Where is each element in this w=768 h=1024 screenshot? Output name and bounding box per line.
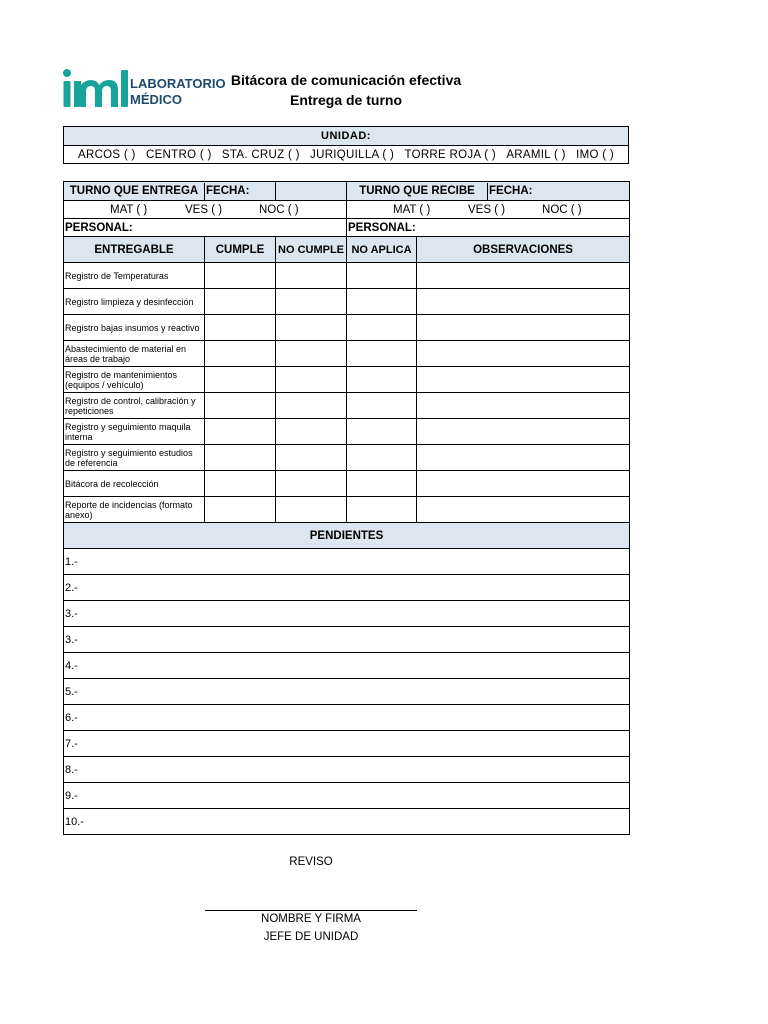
pending-row [64, 653, 630, 679]
unit-option[interactable]: ARAMIL ( ) [506, 148, 566, 161]
unit-option[interactable]: CENTRO ( ) [145, 148, 212, 161]
gives-header-cell [64, 182, 276, 201]
not-complies-cell[interactable] [276, 445, 347, 471]
shift-option[interactable]: MAT ( ) [393, 203, 431, 216]
gives-shift-options [64, 201, 347, 219]
observations-cell[interactable] [417, 471, 630, 497]
gives-date-label: FECHA: [206, 185, 250, 197]
not-applicable-cell[interactable] [347, 263, 417, 289]
complies-cell[interactable] [205, 445, 276, 471]
pending-row [64, 783, 630, 809]
unit-option[interactable]: JURIQUILLA ( ) [310, 148, 395, 161]
document-title [200, 70, 492, 110]
not-applicable-cell[interactable] [347, 471, 417, 497]
not-applicable-cell[interactable] [347, 497, 417, 523]
complies-cell[interactable] [205, 289, 276, 315]
observations-cell[interactable] [417, 289, 630, 315]
pending-row [64, 705, 630, 731]
shift-option[interactable]: MAT ( ) [110, 203, 148, 216]
not-applicable-cell[interactable] [347, 341, 417, 367]
deliverable-row [64, 263, 630, 289]
deliverable-row [64, 393, 630, 419]
observations-cell[interactable] [417, 341, 630, 367]
unit-table [63, 126, 629, 164]
deliverable-row [64, 471, 630, 497]
receives-date-label: FECHA: [489, 185, 533, 197]
receives-personnel: PERSONAL: [347, 219, 630, 237]
deliverable-label: Registro de mantenimientos (equipos / vehículo) [64, 367, 205, 393]
unit-options-cell [64, 146, 629, 164]
deliverable-row [64, 341, 630, 367]
deliverable-label: Registro bajas insumos y reactivo [64, 315, 205, 341]
deliverable-label: Abastecimiento de material en áreas de trabajo [64, 341, 205, 367]
pending-row [64, 575, 630, 601]
pending-item[interactable]: 7.- [64, 731, 630, 757]
not-complies-cell[interactable] [276, 497, 347, 523]
observations-cell[interactable] [417, 393, 630, 419]
not-complies-cell[interactable] [276, 341, 347, 367]
shift-option[interactable]: NOC ( ) [542, 203, 582, 216]
complies-cell[interactable] [205, 367, 276, 393]
deliverable-label: Bitácora de recolección [64, 471, 205, 497]
observations-cell[interactable] [417, 497, 630, 523]
receives-shift-options [347, 201, 630, 219]
deliverable-row [64, 367, 630, 393]
pending-header: PENDIENTES [64, 523, 630, 549]
signature-line[interactable] [205, 910, 417, 911]
complies-cell[interactable] [205, 393, 276, 419]
pending-item[interactable]: 1.- [64, 549, 630, 575]
complies-cell[interactable] [205, 471, 276, 497]
not-applicable-cell[interactable] [347, 445, 417, 471]
shift-option[interactable]: VES ( ) [468, 203, 506, 216]
not-applicable-cell[interactable] [347, 419, 417, 445]
shift-option[interactable]: VES ( ) [185, 203, 223, 216]
logo [62, 68, 226, 112]
not-applicable-cell[interactable] [347, 315, 417, 341]
pending-row [64, 601, 630, 627]
receives-label: TURNO QUE RECIBE [347, 183, 488, 200]
complies-cell[interactable] [205, 315, 276, 341]
pending-row [64, 627, 630, 653]
complies-cell[interactable] [205, 263, 276, 289]
shift-option[interactable]: NOC ( ) [259, 203, 299, 216]
deliverable-row [64, 315, 630, 341]
handover-table [63, 181, 630, 835]
unit-option[interactable]: STA. CRUZ ( ) [221, 148, 300, 161]
not-applicable-cell[interactable] [347, 289, 417, 315]
pending-item[interactable]: 8.- [64, 757, 630, 783]
unit-option[interactable]: ARCOS ( ) [78, 148, 136, 161]
role-label: JEFE DE UNIDAD [263, 931, 359, 943]
receives-header-cell [347, 182, 630, 201]
not-complies-cell[interactable] [276, 419, 347, 445]
not-applicable-cell[interactable] [347, 393, 417, 419]
not-complies-cell[interactable] [276, 471, 347, 497]
not-applicable-cell[interactable] [347, 367, 417, 393]
observations-cell[interactable] [417, 315, 630, 341]
col-deliverable: ENTREGABLE [64, 237, 205, 263]
unit-header: UNIDAD: [64, 127, 629, 146]
pending-item[interactable]: 3.- [64, 601, 630, 627]
not-complies-cell[interactable] [276, 289, 347, 315]
deliverable-label: Registro y seguimiento maquila interna [64, 419, 205, 445]
deliverable-row [64, 289, 630, 315]
unit-option[interactable]: IMO ( ) [576, 148, 614, 161]
pending-row [64, 731, 630, 757]
deliverable-label: Registro de Temperaturas [64, 263, 205, 289]
unit-option[interactable]: TORRE ROJA ( ) [404, 148, 496, 161]
gives-personnel: PERSONAL: [64, 219, 347, 237]
name-sign-label: NOMBRE Y FIRMA [261, 913, 361, 925]
logo-line1: LABORATORIO [130, 76, 226, 91]
pending-item[interactable]: 4.- [64, 653, 630, 679]
deliverable-row [64, 419, 630, 445]
pending-item[interactable]: 3.- [64, 627, 630, 653]
not-complies-cell[interactable] [276, 393, 347, 419]
pending-row [64, 549, 630, 575]
deliverable-label: Registro y seguimiento estudios de referencia [64, 445, 205, 471]
not-complies-cell[interactable] [276, 263, 347, 289]
complies-cell[interactable] [205, 497, 276, 523]
title-line1: Bitácora de comunicación efectiva [230, 72, 462, 88]
pending-row [64, 809, 630, 835]
complies-cell[interactable] [205, 341, 276, 367]
logo-line2: MÉDICO [130, 92, 182, 107]
col-not-complies: NO CUMPLE [276, 237, 347, 263]
col-complies: CUMPLE [205, 237, 276, 263]
pending-item[interactable]: 6.- [64, 705, 630, 731]
observations-cell[interactable] [417, 263, 630, 289]
pending-item[interactable]: 10.- [64, 809, 630, 835]
complies-cell[interactable] [205, 419, 276, 445]
deliverable-row [64, 497, 630, 523]
col-observations: OBSERVACIONES [417, 237, 630, 263]
pending-item[interactable]: 9.- [64, 783, 630, 809]
reviewed-label: REVISO [289, 856, 333, 868]
observations-cell[interactable] [417, 445, 630, 471]
pending-item[interactable]: 2.- [64, 575, 630, 601]
pending-row [64, 757, 630, 783]
deliverable-label: Registro de control, calibración y repeticiones [64, 393, 205, 419]
observations-cell[interactable] [417, 367, 630, 393]
gives-label: TURNO QUE ENTREGA [64, 183, 205, 200]
deliverable-row [64, 445, 630, 471]
deliverable-label: Reporte de incidencias (formato anexo) [64, 497, 205, 523]
title-line2: Entrega de turno [289, 92, 402, 108]
pending-item[interactable]: 5.- [64, 679, 630, 705]
not-complies-cell[interactable] [276, 367, 347, 393]
pending-row [64, 679, 630, 705]
col-not-applicable: NO APLICA [347, 237, 417, 263]
observations-cell[interactable] [417, 419, 630, 445]
deliverable-label: Registro limpieza y desinfección [64, 289, 205, 315]
not-complies-cell[interactable] [276, 315, 347, 341]
